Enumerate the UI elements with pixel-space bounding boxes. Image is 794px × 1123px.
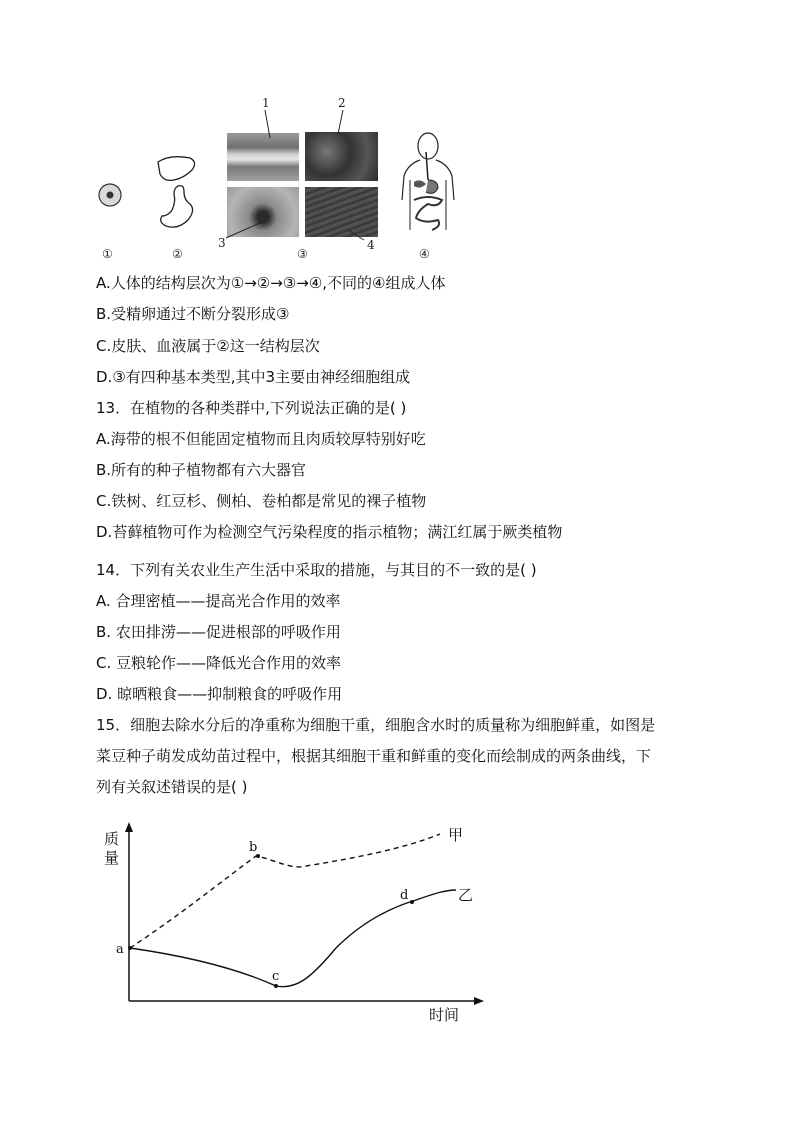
q13-option-b: B.所有的种子植物都有六大器官 xyxy=(96,461,307,479)
series-label-yi: 乙 xyxy=(458,886,474,904)
y-axis-label-char-2: 量 xyxy=(104,849,120,867)
q14-option-a: A. 合理密植——提高光合作用的效率 xyxy=(96,592,341,610)
micro-label-4: 4 xyxy=(367,238,375,252)
point-a-marker xyxy=(128,946,132,950)
q13-option-c: C.铁树、红豆杉、侧柏、卷柏都是常见的裸子植物 xyxy=(96,492,427,510)
figure-label-2: ② xyxy=(172,247,183,261)
q14-option-d: D. 晾晒粮食——抑制粮食的呼吸作用 xyxy=(96,685,343,703)
y-axis-label-char-1: 质 xyxy=(104,830,120,848)
q12-option-b: B.受精卵通过不断分裂形成③ xyxy=(96,305,290,323)
q13-option-d: D.苔藓植物可作为检测空气污染程度的指示植物；满江红属于厥类植物 xyxy=(96,523,563,541)
series-jia-line xyxy=(130,834,440,948)
cell-icon xyxy=(95,180,125,210)
figure-label-4: ④ xyxy=(419,247,430,261)
figure-label-1: ① xyxy=(102,247,113,261)
organ-icon xyxy=(150,150,210,235)
point-label-b: b xyxy=(249,840,258,855)
series-label-jia: 甲 xyxy=(448,826,464,844)
weight-time-chart xyxy=(96,818,496,1023)
point-d-marker xyxy=(410,900,414,904)
q13-option-a: A.海带的根不但能固定植物而且肉质较厚特别好吃 xyxy=(96,430,426,448)
micro-label-3: 3 xyxy=(218,236,226,250)
q15-stem-line-2: 菜豆种子萌发成幼苗过程中，根据其细胞干重和鲜重的变化而绘制成的两条曲线，下 xyxy=(96,747,652,765)
point-label-d: d xyxy=(400,888,409,903)
q14-stem: 14．下列有关农业生产生活中采取的措施，与其目的不一致的是( ) xyxy=(96,561,537,579)
point-c-marker xyxy=(274,984,278,988)
micro-label-1: 1 xyxy=(262,96,270,110)
q12-option-d: D.③有四种基本类型,其中3主要由神经细胞组成 xyxy=(96,368,411,386)
point-label-c: c xyxy=(272,969,280,984)
q14-option-c: C. 豆粮轮作——降低光合作用的效率 xyxy=(96,654,342,672)
q15-stem-line-3: 列有关叙述错误的是( ) xyxy=(96,778,248,796)
human-body-icon xyxy=(398,130,456,240)
leader-lines xyxy=(210,100,390,250)
x-axis-label: 时间 xyxy=(429,1006,460,1023)
q12-option-c: C.皮肤、血液属于②这一结构层次 xyxy=(96,337,320,355)
micro-label-2: 2 xyxy=(338,96,346,110)
q12-option-a: A.人体的结构层次为①→②→③→④,不同的④组成人体 xyxy=(96,274,446,292)
q14-option-b: B. 农田排涝——促进根部的呼吸作用 xyxy=(96,623,341,641)
q13-stem: 13．在植物的各种类群中,下列说法正确的是( ) xyxy=(96,399,407,417)
x-axis-arrow xyxy=(474,997,484,1005)
q15-stem-line-1: 15．细胞去除水分后的净重称为细胞干重，细胞含水时的质量称为细胞鲜重，如图是 xyxy=(96,716,656,734)
y-axis-arrow xyxy=(125,822,133,832)
series-yi-line xyxy=(130,890,456,987)
point-label-a: a xyxy=(116,942,124,957)
figure-label-3: ③ xyxy=(297,247,308,261)
